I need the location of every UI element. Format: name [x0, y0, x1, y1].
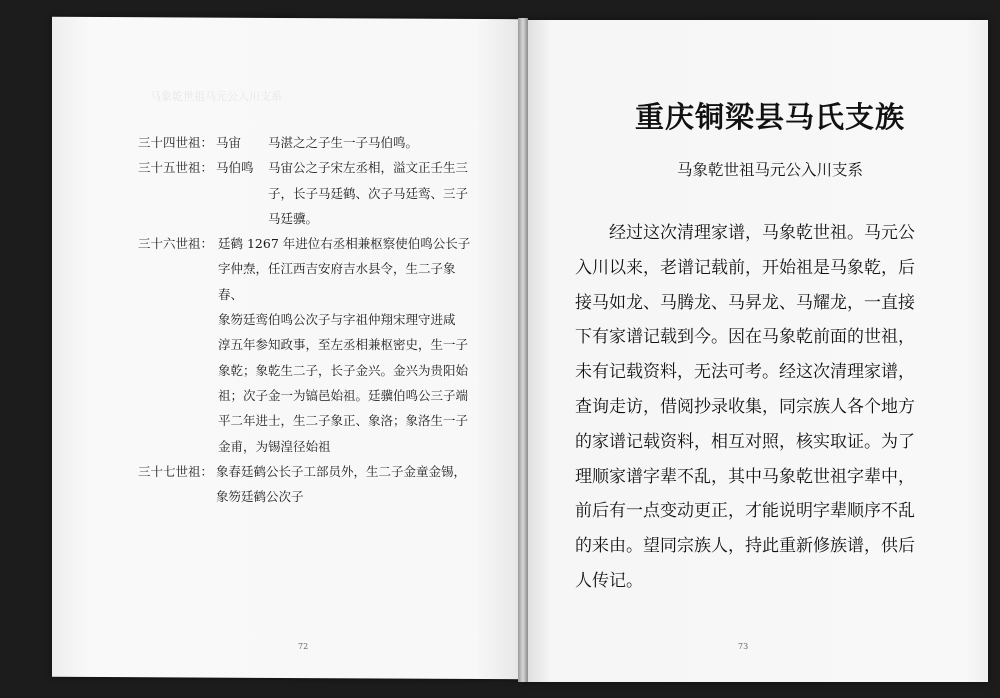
- ancestor-name: 马宙: [216, 135, 242, 150]
- entry-line: 字仲焘，任江西吉安府吉水县令，生二子象春、: [218, 261, 456, 302]
- bleed-through-text: 马象乾世祖马元公入川支系: [150, 90, 282, 103]
- page-title: 重庆铜梁县马氏支族: [634, 100, 905, 134]
- entry-line: 马廷骥。: [268, 210, 319, 226]
- entry-line: 祖；次子金一为镐邑始祖。廷骥伯鸣公三子端: [218, 387, 469, 403]
- entry-line: 象春廷鹤公长子工部员外，生二子金童金锡，: [216, 463, 467, 479]
- entry-line: 平二年进士，生二子象正、象洛；象洛生一子: [218, 413, 469, 429]
- genealogy-entry: [138, 130, 478, 155]
- genealogy-list: [138, 130, 478, 509]
- generation-label: 三十七世祖：: [138, 463, 214, 479]
- genealogy-entry: [138, 231, 478, 459]
- generation-label: 三十六世祖：: [138, 236, 214, 252]
- entry-line: 象笏廷鸾伯鸣公次子与字祖仲翔宋理守进咸: [218, 312, 456, 328]
- entry-line: 子，长子马廷鹤、次子马廷鸾、三子: [268, 185, 469, 201]
- entry-line: 金甫，为锡湟径始祖: [218, 438, 331, 454]
- entry-line: 廷鹤 1267 年进位右丞相兼枢察使伯鸣公长子: [218, 236, 471, 252]
- page-subtitle: 马象乾世祖马元公入川支系: [676, 161, 863, 179]
- body-paragraph: [575, 216, 915, 599]
- paragraph-text: 经过这次清理家谱，马象乾世祖。马元公入川以来，老谱记载前，开始祖是马象乾，后接马如龙、马腾龙、马昇龙、马耀龙，一直接下有家谱记载到今。因在马象乾前面的世祖，未有记载资料，无法可考。经这次清理家谱，查询走访，借阅抄录收集，同宗族人各个地方的家谱记载资料，相互对照，核实取证。为了理顺家谱字辈不乱，其中马象乾世祖字辈中，前后有一点变动更正，才能说明字辈顺序不乱的来由。望同宗族人，持此重新修族谱，供后人传记。: [575, 223, 915, 591]
- entry-line: 象笏廷鹤公次子: [216, 489, 304, 505]
- genealogy-entry: [138, 155, 478, 231]
- page-number-left: 72: [298, 642, 309, 651]
- entry-line: 马湛之之子生一子马伯鸣。: [268, 135, 419, 150]
- generation-label: 三十四世祖：: [138, 135, 214, 150]
- page-number-right: 73: [738, 642, 749, 651]
- genealogy-entry: [138, 459, 478, 510]
- entry-line: 淳五年参知政事，至左丞相兼枢密史，生一子: [218, 337, 469, 353]
- book-spine: [518, 18, 528, 682]
- generation-label: 三十五世祖：: [138, 160, 214, 176]
- ancestor-name: 马伯鸣: [216, 160, 254, 176]
- entry-line: 马宙公之子宋左丞相，溢文正壬生三: [268, 160, 469, 176]
- entry-line: 象乾；象乾生二子，长子金兴。金兴为贵阳始: [218, 362, 469, 378]
